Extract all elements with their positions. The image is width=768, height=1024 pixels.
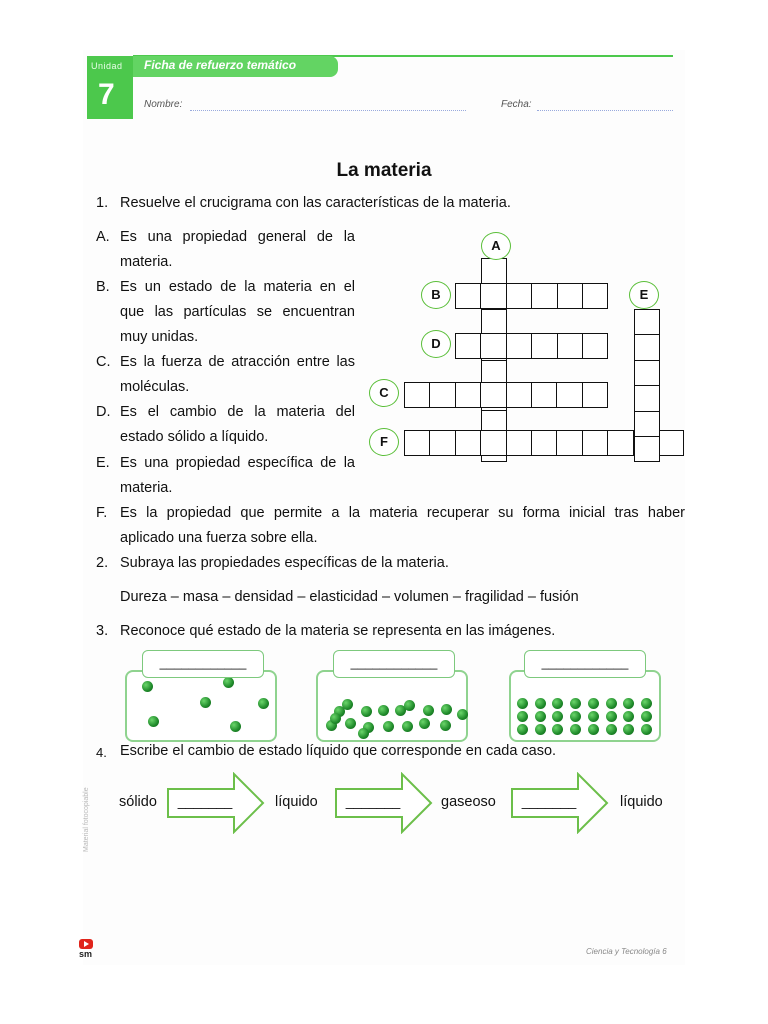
- gas-particle: [223, 677, 234, 688]
- liquid-particle: [342, 699, 353, 710]
- liquid-particle: [361, 706, 372, 717]
- solid-particle: [588, 724, 599, 735]
- clue-c-line: Es la fuerza de atracción entre las: [120, 354, 355, 370]
- q4-number: 4.: [96, 745, 107, 760]
- state-answer-field[interactable]: ____________: [524, 650, 646, 678]
- solid-particle: [517, 724, 528, 735]
- crossword-label-d: D: [421, 330, 451, 358]
- solid-particle: [641, 698, 652, 709]
- clue-f-letter: F.: [96, 505, 108, 521]
- q1-text: Resuelve el crucigrama con las características de la materia.: [120, 195, 511, 211]
- solid-particle: [517, 698, 528, 709]
- liquid-particle: [345, 718, 356, 729]
- gas-particle: [258, 698, 269, 709]
- q3-text: Reconoce qué estado de la materia se representa en las imágenes.: [120, 623, 556, 639]
- clue-c-line: moléculas.: [120, 379, 190, 395]
- liquid-particle: [440, 720, 451, 731]
- unit-number: 7: [98, 78, 115, 111]
- liquid-particle: [358, 728, 369, 739]
- crossword-label-f: F: [369, 428, 399, 456]
- clue-a-letter: A.: [96, 229, 110, 245]
- state-label: líquido: [620, 794, 663, 810]
- gas-particle: [230, 721, 241, 732]
- q3-number: 3.: [96, 623, 109, 639]
- gas-particle: [148, 716, 159, 727]
- gas-particle: [142, 681, 153, 692]
- state-answer-field[interactable]: ____________: [142, 650, 264, 678]
- clue-b-line: Es un estado de la materia en el: [120, 279, 355, 295]
- photocopy-note: Material fotocopiable: [83, 787, 90, 852]
- state-start-label: sólido: [119, 794, 157, 810]
- solid-particle: [606, 711, 617, 722]
- solid-particle: [588, 711, 599, 722]
- solid-particle: [641, 724, 652, 735]
- clue-b-line: que las partículas se encuentran: [120, 304, 355, 320]
- state-label: gaseoso: [441, 794, 496, 810]
- clue-d-line: estado sólido a líquido.: [120, 429, 269, 445]
- change-answer-field[interactable]: _______: [521, 793, 577, 809]
- clue-d-letter: D.: [96, 404, 111, 420]
- solid-particle: [606, 698, 617, 709]
- date-label: Fecha:: [501, 99, 532, 110]
- name-field[interactable]: [190, 110, 466, 111]
- solid-particle: [535, 698, 546, 709]
- clue-e-line: materia.: [120, 480, 173, 496]
- crossword-label-c: C: [369, 379, 399, 407]
- clue-d-line: Es el cambio de la materia del: [120, 404, 355, 420]
- solid-particle: [588, 698, 599, 709]
- solid-particle: [517, 711, 528, 722]
- clue-c-letter: C.: [96, 354, 111, 370]
- crossword-label-e: E: [629, 281, 659, 309]
- book-title: Ciencia y Tecnología 6: [586, 947, 667, 956]
- liquid-particle: [378, 705, 389, 716]
- state-answer-field[interactable]: ____________: [333, 650, 455, 678]
- gas-particle: [200, 697, 211, 708]
- change-answer-field[interactable]: _______: [177, 793, 233, 809]
- solid-particle: [535, 711, 546, 722]
- play-icon: [84, 941, 89, 947]
- liquid-particle: [419, 718, 430, 729]
- clue-e-letter: E.: [96, 455, 110, 471]
- name-label: Nombre:: [144, 99, 183, 110]
- state-label: líquido: [275, 794, 318, 810]
- sheet-title: Ficha de refuerzo temático: [144, 58, 297, 72]
- clue-b-letter: B.: [96, 279, 110, 295]
- crossword-label-a: A: [481, 232, 511, 260]
- solid-particle: [535, 724, 546, 735]
- q4-text: Escribe el cambio de estado líquido que corresponde en cada caso.: [120, 743, 557, 759]
- clue-a-line: Es una propiedad general de la: [120, 229, 355, 245]
- liquid-particle: [402, 721, 413, 732]
- liquid-particle: [383, 721, 394, 732]
- unit-label: Unidad: [91, 61, 123, 71]
- date-field[interactable]: [537, 110, 673, 111]
- page-title: La materia: [336, 160, 432, 181]
- solid-particle: [641, 711, 652, 722]
- change-answer-field[interactable]: _______: [345, 793, 401, 809]
- liquid-particle: [330, 713, 341, 724]
- liquid-particle: [441, 704, 452, 715]
- properties-list: Dureza – masa – densidad – elasticidad – volumen – fragilidad – fusión: [120, 589, 579, 605]
- liquid-particle: [423, 705, 434, 716]
- brand-name: sm: [79, 949, 93, 959]
- clue-f-line: Es la propiedad que permite a la materia recuperar su forma inicial tras haber: [120, 505, 685, 521]
- clue-f-line: aplicado una fuerza sobre ella.: [120, 530, 318, 546]
- clue-e-line: Es una propiedad específica de la: [120, 455, 355, 471]
- state-box-solid: [509, 670, 661, 742]
- crossword-label-b: B: [421, 281, 451, 309]
- solid-particle: [606, 724, 617, 735]
- q2-number: 2.: [96, 555, 109, 571]
- clue-b-line: muy unidas.: [120, 329, 199, 345]
- liquid-particle: [404, 700, 415, 711]
- q2-text: Subraya las propiedades específicas de la materia.: [120, 555, 449, 571]
- clue-a-line: materia.: [120, 254, 173, 270]
- q1-number: 1.: [96, 195, 109, 211]
- liquid-particle: [457, 709, 468, 720]
